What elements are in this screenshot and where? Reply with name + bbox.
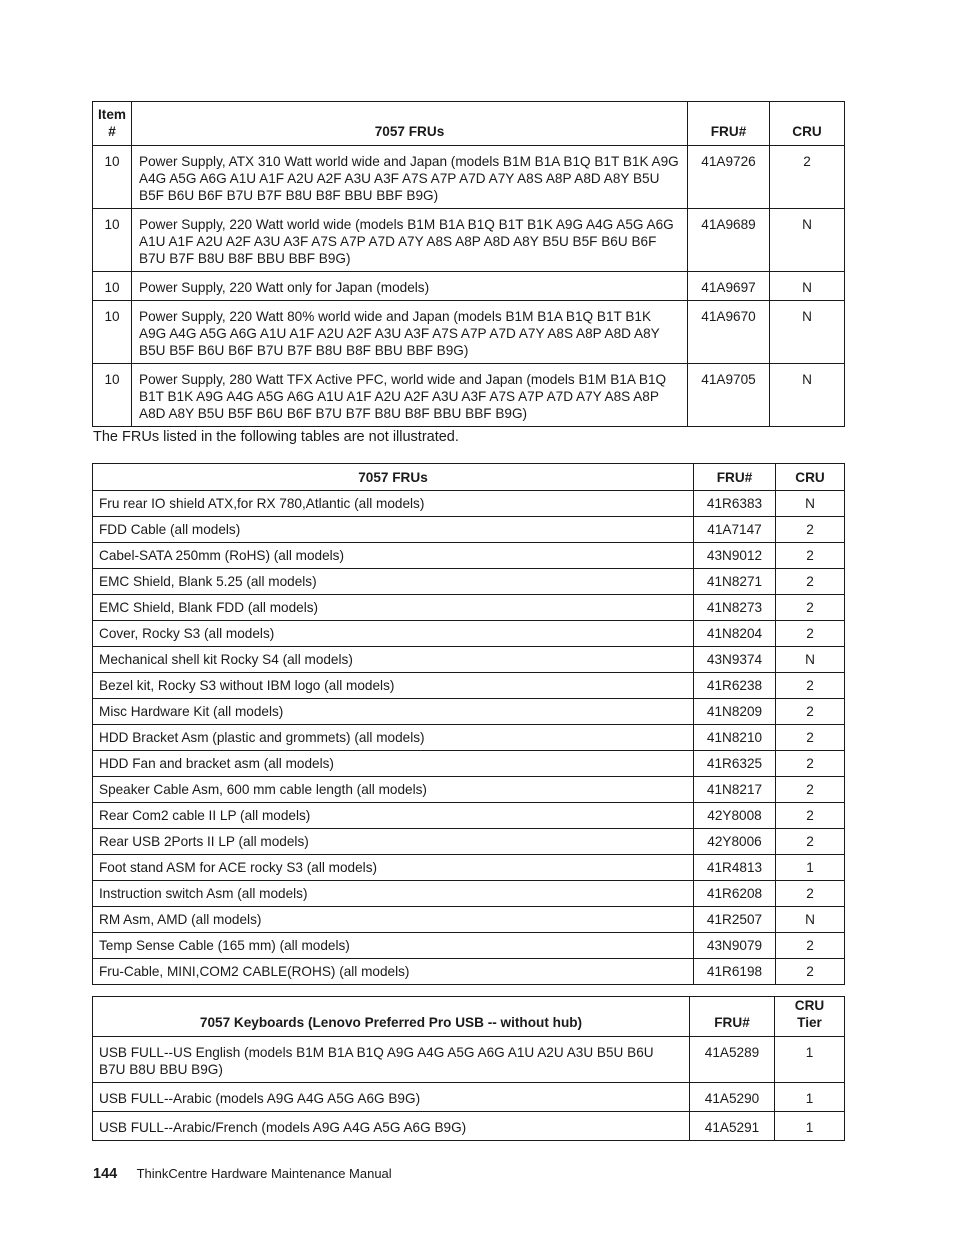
fru-number-cell: 41A9705 <box>688 364 770 427</box>
description-cell: Instruction switch Asm (all models) <box>93 881 694 907</box>
description-cell: Power Supply, 220 Watt only for Japan (models) <box>132 272 688 301</box>
description-cell: RM Asm, AMD (all models) <box>93 907 694 933</box>
cru-cell: 2 <box>776 959 845 985</box>
fru-number-cell: 41A7147 <box>694 517 776 543</box>
cru-cell: N <box>770 209 845 272</box>
table-row <box>93 829 845 855</box>
item-cell: 10 <box>93 209 132 272</box>
table-row <box>93 959 845 985</box>
description-cell: HDD Bracket Asm (plastic and grommets) (all models) <box>93 725 694 751</box>
description-cell: USB FULL--Arabic/French (models A9G A4G A5G A6G B9G) <box>93 1112 690 1141</box>
item-cell: 10 <box>93 146 132 209</box>
description-cell: Rear Com2 cable II LP (all models) <box>93 803 694 829</box>
description-cell: Fru rear IO shield ATX,for RX 780,Atlantic (all models) <box>93 491 694 517</box>
intro-paragraph: The FRUs listed in the following tables are not illustrated. <box>93 429 459 445</box>
item-cell: 10 <box>93 272 132 301</box>
fru-number-cell: 41R6238 <box>694 673 776 699</box>
description-cell: Foot stand ASM for ACE rocky S3 (all models) <box>93 855 694 881</box>
fru-number-cell: 41A5290 <box>690 1083 775 1112</box>
fru-number-cell: 41R6383 <box>694 491 776 517</box>
fru-number-cell: 41R4813 <box>694 855 776 881</box>
cru-cell: 1 <box>775 1112 845 1141</box>
fru-number-cell: 41R6325 <box>694 751 776 777</box>
description-cell: Bezel kit, Rocky S3 without IBM logo (all models) <box>93 673 694 699</box>
fru-number-cell: 41N8210 <box>694 725 776 751</box>
manual-title: ThinkCentre Hardware Maintenance Manual <box>136 1166 392 1181</box>
cru-cell: 2 <box>776 673 845 699</box>
table-header-row <box>93 997 845 1037</box>
table-row <box>93 725 845 751</box>
cru-cell: 2 <box>776 881 845 907</box>
cru-cell: 2 <box>776 543 845 569</box>
description-cell: Rear USB 2Ports II LP (all models) <box>93 829 694 855</box>
table-row <box>93 933 845 959</box>
table-row <box>93 491 845 517</box>
description-cell: Fru-Cable, MINI,COM2 CABLE(ROHS) (all models) <box>93 959 694 985</box>
cru-cell: 2 <box>776 595 845 621</box>
table-row <box>93 569 845 595</box>
table-header-row <box>93 102 845 146</box>
description-cell: Power Supply, ATX 310 Watt world wide and Japan (models B1M B1A B1Q B1T B1K A9G A4G A5G A6G A1U A1F A2U A2F A3U A3F A7S A7P A7D A7Y A8S A8P A8D A8Y B5U B5F B6U B6F B7U B7F B8U B8F BBU BBF B9G) <box>132 146 688 209</box>
fru-number-cell: 41N8217 <box>694 777 776 803</box>
fru-number-cell: 42Y8008 <box>694 803 776 829</box>
page-footer <box>93 1166 392 1182</box>
description-cell: EMC Shield, Blank 5.25 (all models) <box>93 569 694 595</box>
fru-number-cell: 41N8271 <box>694 569 776 595</box>
table-row <box>93 272 845 301</box>
cru-cell: 2 <box>776 621 845 647</box>
description-cell: EMC Shield, Blank FDD (all models) <box>93 595 694 621</box>
cru-cell: 2 <box>770 146 845 209</box>
table-header-row <box>93 464 845 491</box>
cru-cell: 1 <box>775 1083 845 1112</box>
table-row <box>93 301 845 364</box>
table-row <box>93 1037 845 1083</box>
description-cell: HDD Fan and bracket asm (all models) <box>93 751 694 777</box>
fru-number-cell: 41N8204 <box>694 621 776 647</box>
cru-cell: 2 <box>776 569 845 595</box>
fru-number-cell: 43N9079 <box>694 933 776 959</box>
table-row <box>93 1112 845 1141</box>
table-row <box>93 699 845 725</box>
fru-number-cell: 41R2507 <box>694 907 776 933</box>
cru-cell: 2 <box>776 751 845 777</box>
cru-cell: 2 <box>776 777 845 803</box>
table-row <box>93 146 845 209</box>
header-fru: FRU# <box>688 102 770 146</box>
cru-cell: N <box>776 491 845 517</box>
table-row <box>93 517 845 543</box>
table-row <box>93 1083 845 1112</box>
cru-cell: N <box>770 272 845 301</box>
table-row <box>93 751 845 777</box>
cru-cell: 2 <box>776 725 845 751</box>
description-cell: FDD Cable (all models) <box>93 517 694 543</box>
fru-number-cell: 43N9012 <box>694 543 776 569</box>
header-description: 7057 FRUs <box>132 102 688 146</box>
table-row <box>93 855 845 881</box>
cru-cell: N <box>770 364 845 427</box>
description-cell: Power Supply, 280 Watt TFX Active PFC, world wide and Japan (models B1M B1A B1Q B1T B1K A9G A4G A5G A6G A1U A1F A2U A2F A3U A3F A7S A7P A7D A7Y A8S A8P A8D A8Y B5U B5F B6U B6F B7U B7F B8U B8F BBU BBF B9G) <box>132 364 688 427</box>
description-cell: Misc Hardware Kit (all models) <box>93 699 694 725</box>
fru-number-cell: 41A9689 <box>688 209 770 272</box>
fru-number-cell: 41A9726 <box>688 146 770 209</box>
cru-cell: 2 <box>776 517 845 543</box>
description-cell: Temp Sense Cable (165 mm) (all models) <box>93 933 694 959</box>
header-item: Item # <box>93 102 132 146</box>
table-row <box>93 673 845 699</box>
header-cru: CRU <box>776 464 845 491</box>
fru-number-cell: 41A9670 <box>688 301 770 364</box>
table-row <box>93 777 845 803</box>
description-cell: Cover, Rocky S3 (all models) <box>93 621 694 647</box>
description-cell: Mechanical shell kit Rocky S4 (all models) <box>93 647 694 673</box>
description-cell: USB FULL--US English (models B1M B1A B1Q A9G A4G A5G A6G A1U A2U A3U B5U B6U B7U B8U BBU B9G) <box>93 1037 690 1083</box>
header-cru-tier: CRU Tier <box>775 997 845 1037</box>
table-row <box>93 543 845 569</box>
table-row <box>93 595 845 621</box>
page-number: 144 <box>93 1166 118 1182</box>
header-description: 7057 FRUs <box>93 464 694 491</box>
fru-number-cell: 41A5291 <box>690 1112 775 1141</box>
cru-cell: 1 <box>775 1037 845 1083</box>
item-cell: 10 <box>93 364 132 427</box>
cru-cell: 1 <box>776 855 845 881</box>
header-fru: FRU# <box>690 997 775 1037</box>
table-row <box>93 907 845 933</box>
header-cru: CRU <box>770 102 845 146</box>
fru-number-cell: 41R6208 <box>694 881 776 907</box>
description-cell: USB FULL--Arabic (models A9G A4G A5G A6G B9G) <box>93 1083 690 1112</box>
table-row <box>93 209 845 272</box>
header-fru: FRU# <box>694 464 776 491</box>
non-illustrated-fru-table <box>92 463 845 985</box>
fru-number-cell: 42Y8006 <box>694 829 776 855</box>
header-description: 7057 Keyboards (Lenovo Preferred Pro USB -- without hub) <box>93 997 690 1037</box>
description-cell: Cabel-SATA 250mm (RoHS) (all models) <box>93 543 694 569</box>
description-cell: Power Supply, 220 Watt 80% world wide and Japan (models B1M B1A B1Q B1T B1K A9G A4G A5G A6G A1U A1F A2U A2F A3U A3F A7S A7P A7D A7Y A8S A8P A8D A8Y B5U B5F B6U B6F B7U B7F B8U B8F BBU BBF B9G) <box>132 301 688 364</box>
fru-number-cell: 43N9374 <box>694 647 776 673</box>
table-row <box>93 803 845 829</box>
fru-number-cell: 41N8273 <box>694 595 776 621</box>
cru-cell: 2 <box>776 829 845 855</box>
table-row <box>93 621 845 647</box>
keyboard-fru-table <box>92 996 845 1141</box>
item-cell: 10 <box>93 301 132 364</box>
table-row <box>93 647 845 673</box>
table-row <box>93 881 845 907</box>
fru-number-cell: 41R6198 <box>694 959 776 985</box>
description-cell: Speaker Cable Asm, 600 mm cable length (all models) <box>93 777 694 803</box>
cru-cell: 2 <box>776 933 845 959</box>
cru-cell: 2 <box>776 803 845 829</box>
table-row <box>93 364 845 427</box>
cru-cell: N <box>776 907 845 933</box>
fru-number-cell: 41N8209 <box>694 699 776 725</box>
power-supply-fru-table <box>92 101 845 427</box>
cru-cell: 2 <box>776 699 845 725</box>
cru-cell: N <box>776 647 845 673</box>
fru-number-cell: 41A9697 <box>688 272 770 301</box>
cru-cell: N <box>770 301 845 364</box>
description-cell: Power Supply, 220 Watt world wide (models B1M B1A B1Q B1T B1K A9G A4G A5G A6G A1U A1F A2U A2F A3U A3F A7S A7P A7D A7Y A8S A8P A8D A8Y B5U B5F B6U B6F B7U B7F B8U B8F BBU BBF B9G) <box>132 209 688 272</box>
fru-number-cell: 41A5289 <box>690 1037 775 1083</box>
